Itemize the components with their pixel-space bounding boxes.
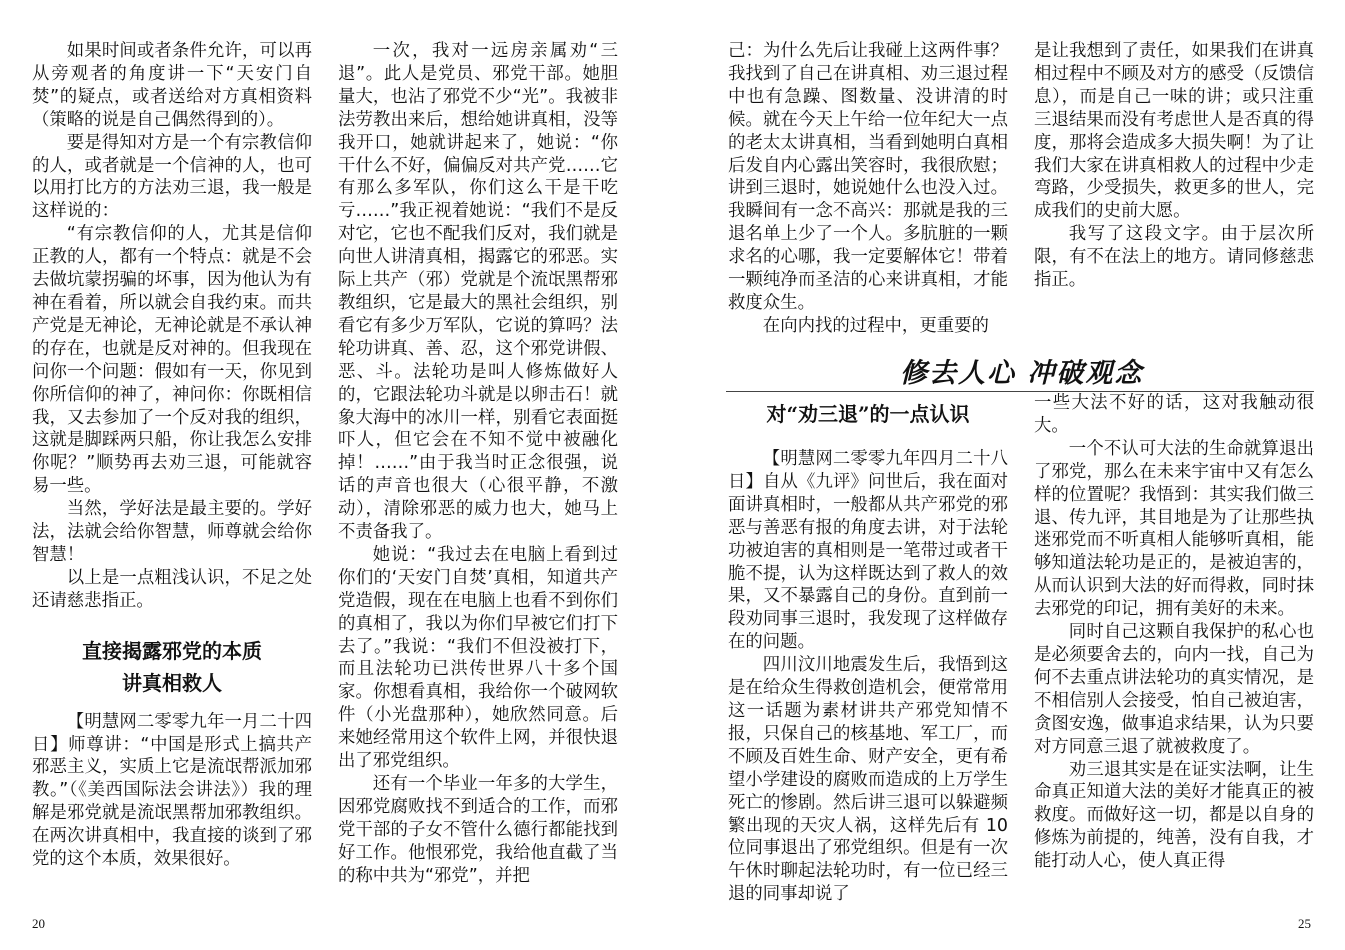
paragraph: 我写了这段文字。由于层次所限，有不在法上的地方。请同修慈悲指正。 (1034, 224, 1314, 291)
paragraph: 当然，学好法是最主要的。学好法，法就会给你智慧，师尊就会给你智慧！ (32, 499, 312, 565)
article-heading: 对“劝三退”的一点认识 (766, 402, 970, 426)
right-col-1-lower (728, 398, 1008, 906)
paragraph: 是让我想到了责任，如果我们在讲真相过程中不顾及对方的感受（反馈信息），而是自己一味的讲；或只注重三退结果而没有考虑世人是否真的得度，那将会造成多大损失啊！为了让我们大家在讲真相救人的过程中少走弯路，少受损失，救更多的世人，完成我们的史前大愿。 (1034, 41, 1314, 222)
paragraph: 同时自己这颗自我保护的私心也是必须要舍去的，向内一找，自己为何不去重点讲法轮功的真实情况，是不相信别人会接受，怕自己被迫害，贪图安逸，做事追求结果，认为只要对方同意三退了就被救度了。 (1034, 622, 1314, 757)
paragraph: 还有一个毕业一年多的大学生，因邪党腐败找不到适合的工作，而邪党干部的子女不管什么德行都能找到好工作。他恨邪党，我给他直截了当的称中共为“邪党”，并把 (338, 774, 618, 886)
left-col-1 (32, 40, 312, 871)
left-col-2 (338, 40, 618, 888)
paragraph: 要是得知对方是一个有宗教信仰的人，或者就是一个信神的人，也可以用打比方的方法劝三退，我一般是这样说的： (32, 132, 312, 222)
paragraph: 在向内找的过程中，更重要的 (762, 315, 989, 336)
paragraph: 己：为什么先后让我碰上这两件事？我找到了自己在讲真相、劝三退过程中也有急躁、图数量、没讲清的时候。就在今天上午给一位年纪大一点的老太太讲真相，当看到她明白真相后发自内心露出笑容时，我很欣慰；讲到三退时，她说她什么也没入过。我瞬间有一念不高兴：那就是我的三退名单上少了一个人。多肮脏的一颗求名的心哪，我一定要解体它！带着一颗纯净而圣洁的心来讲真相，才能救度众生。 (728, 41, 1008, 313)
section-banner: 修去人心 冲破观念 (900, 358, 1144, 389)
paragraph: 四川汶川地震发生后，我悟到这是在给众生得救创造机会，便常常用这一话题为素材讲共产邪党知情不报，只保自己的核基地、军工厂，而不顾及百姓生命、财产安全，更有希望小学建设的腐败而造成的上万学生死亡的惨剧。然后讲三退可以躲避频繁出现的天灾人祸，这样先后有 10 位同事退出了邪党组织。但是有一次午休时聊起法轮功时，有一位已经三退的同事却说了 (728, 655, 1008, 905)
page-number-right: 25 (1298, 916, 1311, 931)
paragraph: 【明慧网二零零九年四月二十八日】自从《九评》问世后，我在面对面讲真相时，一般都从共产邪党的邪恶与善恶有报的角度去讲，对于法轮功被迫害的真相则是一笔带过或者干脆不提，认为这样既达到了救人的效果，又不暴露自己的身份。直到前一段劝同事三退时，我发现了这样做存在的问题。 (728, 449, 1008, 653)
right-col-2 (1034, 40, 1314, 292)
paragraph: “有宗教信仰的人，尤其是信仰正教的人，都有一个特点：就是不会去做坑蒙拐骗的坏事，因为他认为有神在看着，所以就会自我约束。而共产党是无神论，无神论就是不承认神的存在，也就是反对神的。但我现在问你一个问题：假如有一天，你见到你所信仰的神了，神问你：你既相信我，又去参加了一个反对我的组织，这就是脚踩两只船，你让我怎么安排你呢？”顺势再去劝三退，可能就容易一些。 (32, 224, 312, 497)
paragraph: 【明慧网二零零九年一月二十四日】师尊讲：“中国是形式上搞共产邪恶主义，实质上它是流氓帮派加邪教。”（《美西国际法会讲法》）我的理解是邪党就是流氓黑帮加邪教组织。在两次讲真相中，我直接的谈到了邪党的这个本质，效果很好。 (32, 711, 312, 870)
paragraph: 劝三退其实是在证实法啊，让生命真正知道大法的美好才能真正的被救度。而做好这一切，都是以自身的修炼为前提的，纯善，没有自我，才能打动人心，使人真正得 (1034, 759, 1314, 872)
right-col-2-lower (1034, 392, 1314, 873)
paragraph: 以上是一点粗浅认识，不足之处还请慈悲指正。 (32, 567, 312, 611)
paragraph: 一次，我对一远房亲属劝“三退”。此人是党员、邪党干部。她胆量大，也沾了邪党不少“光”。我被非法劳教出来后，想给她讲真相，没等我开口，她就讲起来了，她说：“你干什么不好，偏偏反对共产党……它有那么多军队，你们这么干是干吃亏……”我正视着她说：“我们不是反对它，它也不配我们反对，我们就是向世人讲清真相，揭露它的邪恶。实际上共产（邪）党就是个流氓黑帮邪教组织，它是最大的黑社会组织，别看它有多少万军队，它说的算吗？法轮功讲真、善、忍，这个邪党讲假、恶、斗。法轮功是叫人修炼做好人的，它跟法轮功斗就是以卵击石！就象大海中的冰川一样，别看它表面挺吓人，但它会在不知不觉中被融化掉！……”由于我当时正念很强，说话的声音也很大（心很平静，不激动），清除邪恶的威力也大，她马上不责备我了。 (338, 41, 618, 543)
article-heading-line2: 讲真相救人 (122, 670, 222, 695)
paragraph: 一个不认可大法的生命就算退出了邪党，那么在未来宇宙中又有怎么样的位置呢？我悟到：其实我们做三退、传九评，其目地是为了让那些执迷邪党而不听真相人能够听真相，能够知道法轮功是正的，是被迫害的，从而认识到大法的好而得救，同时抹去邪党的印记，拥有美好的未来。 (1034, 438, 1314, 620)
page-number-left: 20 (32, 916, 45, 931)
article-heading-line1: 直接揭露邪党的本质 (82, 638, 262, 663)
paragraph: 一些大法不好的话，这对我触动很大。 (1034, 393, 1314, 436)
right-col-1 (728, 40, 1008, 338)
paragraph: 如果时间或者条件允许，可以再从旁观者的角度讲一下“天安门自焚”的疑点，或者送给对方真相资料（策略的说是自己偶然得到的）。 (32, 41, 312, 130)
paragraph: 她说：“我过去在电脑上看到过你们的‘天安门自焚’真相，知道共产党造假，现在在电脑上也看不到你们的真相了，我以为你们早被它们打下去了。”我说：“我们不但没被打下，而且法轮功已洪传世界八十多个国家。你想看真相，我给你一个破网软件（小光盘那种），她欣然同意。后来她经常用这个软件上网，并很快退出了邪党组织。 (338, 544, 618, 772)
